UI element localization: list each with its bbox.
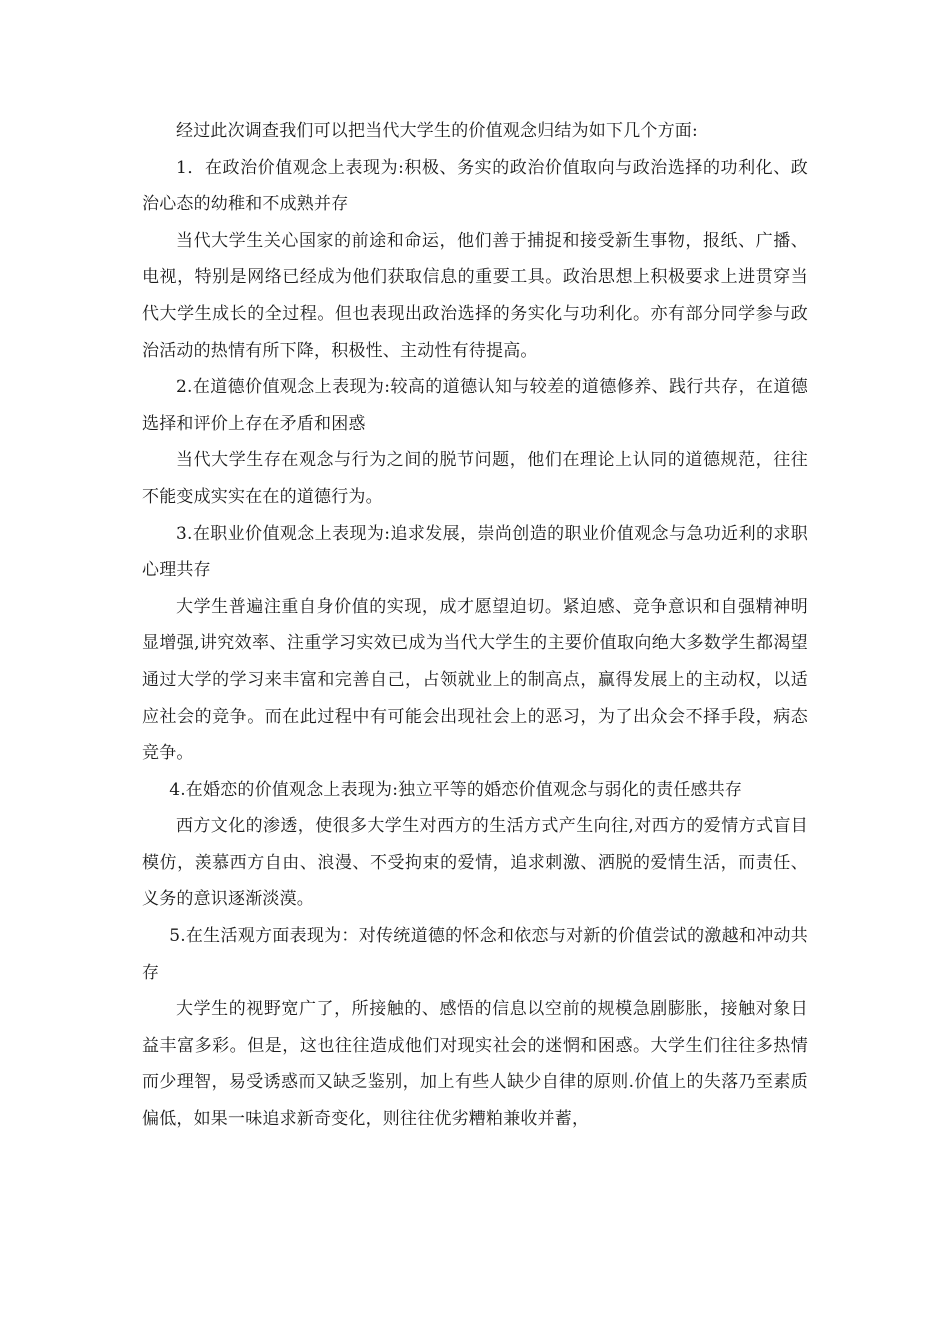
section-body-moral: 当代大学生存在观念与行为之间的脱节问题，他们在理论上认同的道德规范，往往不能变成实实在在的道德行为。 (142, 450, 808, 507)
document-body (142, 113, 808, 1138)
intro-paragraph: 经过此次调查我们可以把当代大学生的价值观念归结为如下几个方面: (176, 121, 698, 141)
section-heading-career: 3.在职业价值观念上表现为:追求发展，崇尚创造的职业价值观念与急功近利的求职心理共存 (142, 523, 808, 581)
section-heading-lifestyle: 5.在生活观方面表现为：对传统道德的怀念和依恋与对新的价值尝试的激越和冲动共存 (142, 926, 808, 983)
section-heading-political: 1．在政治价值观念上表现为:积极、务实的政治价值取向与政治选择的功利化、政治心态的幼稚和不成熟并存 (142, 157, 808, 215)
section-body-marriage: 西方文化的渗透，使很多大学生对西方的生活方式产生向往,对西方的爱情方式盲目模仿，羡慕西方自由、浪漫、不受拘束的爱情，追求刺激、洒脱的爱情生活，而责任、义务的意识逐渐淡漠。 (142, 816, 808, 910)
section-body-lifestyle: 大学生的视野宽广了，所接触的、感悟的信息以空前的规模急剧膨胀，接触对象日益丰富多彩。但是，这也往往造成他们对现实社会的迷惘和困惑。大学生们往往多热情而少理智，易受诱惑而又缺乏鉴别，加上有些人缺少自律的原则.价值上的失落乃至素质偏低，如果一味追求新奇变化，则往往优劣糟粕兼收并蓄， (142, 999, 808, 1130)
section-body-political: 当代大学生关心国家的前途和命运，他们善于捕捉和接受新生事物，报纸、广播、电视，特别是网络已经成为他们获取信息的重要工具。政治思想上积极要求上进贯穿当代大学生成长的全过程。但也表现出政治选择的务实化与功利化。亦有部分同学参与政治活动的热情有所下降，积极性、主动性有待提高。 (142, 230, 808, 361)
section-body-career: 大学生普遍注重自身价值的实现，成才愿望迫切。紧迫感、竞争意识和自强精神明显增强,讲究效率、注重学习实效已成为当代大学生的主要价值取向绝大多数学生都渴望通过大学的学习来丰富和完善自己，占领就业上的制高点，赢得发展上的主动权，以适应社会的竞争。而在此过程中有可能会出现社会上的恶习，为了出众会不择手段，病态竞争。 (142, 596, 808, 764)
section-heading-marriage: 4.在婚恋的价值观念上表现为:独立平等的婚恋价值观念与弱化的责任感共存 (169, 779, 743, 800)
section-heading-moral: 2.在道德价值观念上表现为:较高的道德认知与较差的道德修养、践行共存，在道德选择和评价上存在矛盾和困惑 (142, 377, 808, 434)
